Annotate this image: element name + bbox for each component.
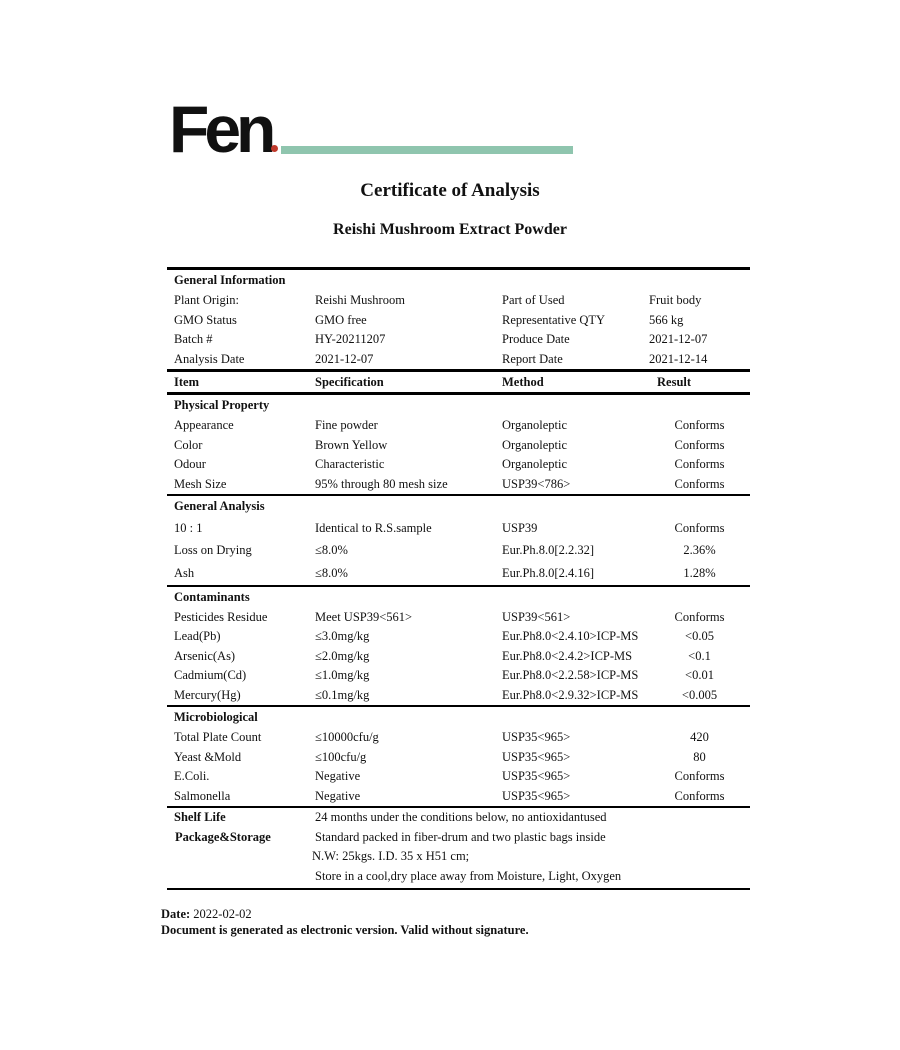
cell-result: Conforms <box>674 520 725 535</box>
cell-method: USP39 <box>502 520 538 535</box>
cell-method: Part of Used <box>502 293 565 308</box>
shelf-life-label: Shelf Life <box>174 810 226 825</box>
test-sections <box>167 395 750 806</box>
cell-result: Conforms <box>674 418 725 433</box>
validity-note: Document is generated as electronic version. Valid without signature. <box>161 923 529 937</box>
logo-accent-bar <box>281 146 573 154</box>
cell-item: Ash <box>174 565 195 580</box>
cell-item: E.Coli. <box>174 769 210 784</box>
cell-item: Loss on Drying <box>174 543 252 558</box>
section-heading: Microbiological <box>174 710 258 724</box>
section-heading: Contaminants <box>174 589 250 604</box>
cell-item: Mercury(Hg) <box>174 687 241 702</box>
cell-result: 2021-12-07 <box>649 332 708 347</box>
cell-item: Batch # <box>174 332 213 347</box>
table-row <box>167 787 750 807</box>
general-info-row <box>167 350 750 370</box>
cell-item: Total Plate Count <box>174 730 262 745</box>
cell-result: <0.1 <box>688 648 711 663</box>
column-header-method: Method <box>502 374 544 389</box>
cell-result: 566 kg <box>649 312 684 327</box>
cell-specification: ≤100cfu/g <box>315 749 367 764</box>
cell-specification: GMO free <box>315 312 367 327</box>
cell-item: Odour <box>174 457 206 472</box>
table-row <box>167 455 750 475</box>
cell-specification: Negative <box>315 769 361 784</box>
general-info-row <box>167 291 750 311</box>
package-row <box>167 867 750 887</box>
package-label: Package&Storage <box>175 829 271 844</box>
cell-item: Plant Origin: <box>174 293 239 308</box>
cell-method: Eur.Ph8.0<2.4.10>ICP-MS <box>502 629 639 644</box>
cell-specification: Characteristic <box>315 457 385 472</box>
date-value: 2022-02-02 <box>193 907 252 921</box>
cell-result: 420 <box>690 730 709 745</box>
cell-method: USP35<965> <box>502 730 571 745</box>
general-info-heading: General Information <box>174 273 286 287</box>
cell-result: <0.05 <box>685 629 714 644</box>
cell-method: USP35<965> <box>502 788 571 803</box>
package-line: Store in a cool,dry place away from Moisture, Light, Oxygen <box>315 868 622 883</box>
cell-item: Appearance <box>174 418 234 433</box>
table-row <box>167 686 750 706</box>
table-row <box>167 608 750 628</box>
cell-item: Analysis Date <box>174 351 245 366</box>
general-info-row <box>167 311 750 331</box>
table-row <box>167 540 750 563</box>
cell-item: Color <box>174 437 203 452</box>
package-line: Standard packed in fiber-drum and two plastic bags inside <box>315 829 606 844</box>
cell-specification: Fine powder <box>315 418 378 433</box>
cell-item: Salmonella <box>174 788 231 803</box>
shelf-life-row <box>167 808 750 828</box>
cell-method: Eur.Ph8.0<2.4.2>ICP-MS <box>502 648 633 663</box>
cell-result: Conforms <box>674 476 725 491</box>
cell-specification: Reishi Mushroom <box>315 293 405 308</box>
cell-specification: Brown Yellow <box>315 437 388 452</box>
cell-specification: ≤8.0% <box>315 543 348 558</box>
section-heading: Physical Property <box>174 398 270 412</box>
logo-text: Fen <box>169 92 272 166</box>
cell-item: Lead(Pb) <box>174 629 221 644</box>
column-header-row <box>167 372 750 392</box>
cell-item: 10 : 1 <box>174 520 203 535</box>
footer-date <box>161 906 529 922</box>
cell-result: Conforms <box>674 788 725 803</box>
analysis-table <box>167 267 750 890</box>
shipping-info <box>167 808 750 886</box>
cell-result: Conforms <box>674 457 725 472</box>
cell-method: Eur.Ph.8.0[2.4.16] <box>502 565 595 580</box>
table-bottom-rule <box>167 888 750 890</box>
package-line: N.W: 25kgs. I.D. 35 x H51 cm; <box>312 849 470 864</box>
cell-method: USP39<561> <box>502 609 571 624</box>
cell-specification: ≤0.1mg/kg <box>315 687 370 702</box>
cell-method: Organoleptic <box>502 418 568 433</box>
section-heading: General Analysis <box>174 499 265 513</box>
cell-method: Eur.Ph8.0<2.2.58>ICP-MS <box>502 668 639 683</box>
cell-result: Conforms <box>674 769 725 784</box>
table-row <box>167 767 750 787</box>
cell-specification: ≤8.0% <box>315 565 348 580</box>
general-info-row <box>167 330 750 350</box>
table-row <box>167 728 750 748</box>
shelf-life-value: 24 months under the conditions below, no antioxidantused <box>315 810 607 825</box>
cell-item: Cadmium(Cd) <box>174 668 247 683</box>
cell-specification: Meet USP39<561> <box>315 609 413 624</box>
general-info-rows <box>167 291 750 369</box>
logo-dot-icon <box>271 145 278 152</box>
cell-result: 2.36% <box>683 543 716 558</box>
cell-item: Mesh Size <box>174 476 227 491</box>
table-row <box>167 436 750 456</box>
table-row <box>167 475 750 495</box>
column-header-item: Item <box>174 374 199 389</box>
cell-method: Organoleptic <box>502 437 568 452</box>
cell-item: Pesticides Residue <box>174 609 268 624</box>
cell-specification: 2021-12-07 <box>315 351 374 366</box>
cell-result: <0.01 <box>685 668 714 683</box>
cell-specification: 95% through 80 mesh size <box>315 476 448 491</box>
package-row <box>167 847 750 867</box>
document-footer <box>161 906 529 938</box>
cell-result: 1.28% <box>683 565 716 580</box>
document-title: Certificate of Analysis <box>360 180 540 201</box>
column-header-specification: Specification <box>315 374 384 389</box>
cell-method: USP35<965> <box>502 769 571 784</box>
cell-result: Fruit body <box>649 293 702 308</box>
table-row <box>167 748 750 768</box>
cell-result: 80 <box>693 749 706 764</box>
cell-item: GMO Status <box>174 312 237 327</box>
cell-method: USP39<786> <box>502 476 571 491</box>
cell-result: <0.005 <box>681 687 718 702</box>
cell-specification: ≤3.0mg/kg <box>315 629 370 644</box>
cell-specification: HY-20211207 <box>315 332 386 347</box>
cell-item: Yeast &Mold <box>174 749 242 764</box>
table-row <box>167 562 750 585</box>
table-row <box>167 517 750 540</box>
cell-specification: Identical to R.S.sample <box>315 520 432 535</box>
cell-method: Organoleptic <box>502 457 568 472</box>
product-name: Reishi Mushroom Extract Powder <box>333 221 567 238</box>
package-row <box>167 828 750 848</box>
cell-specification: ≤10000cfu/g <box>315 730 379 745</box>
column-header-result: Result <box>657 374 692 389</box>
cell-specification: ≤1.0mg/kg <box>315 668 370 683</box>
table-row <box>167 627 750 647</box>
cell-result: Conforms <box>674 609 725 624</box>
cell-method: Produce Date <box>502 332 570 347</box>
cell-method: Eur.Ph.8.0[2.2.32] <box>502 543 595 558</box>
cell-method: USP35<965> <box>502 749 571 764</box>
cell-method: Report Date <box>502 351 563 366</box>
cell-result: Conforms <box>674 437 725 452</box>
cell-method: Representative QTY <box>502 312 606 327</box>
table-row <box>167 416 750 436</box>
cell-specification: ≤2.0mg/kg <box>315 648 370 663</box>
cell-result: 2021-12-14 <box>649 351 708 366</box>
table-row <box>167 647 750 667</box>
cell-method: Eur.Ph8.0<2.9.32>ICP-MS <box>502 687 639 702</box>
table-row <box>167 666 750 686</box>
date-label: Date: <box>161 907 191 921</box>
cell-specification: Negative <box>315 788 361 803</box>
cell-item: Arsenic(As) <box>174 648 236 663</box>
